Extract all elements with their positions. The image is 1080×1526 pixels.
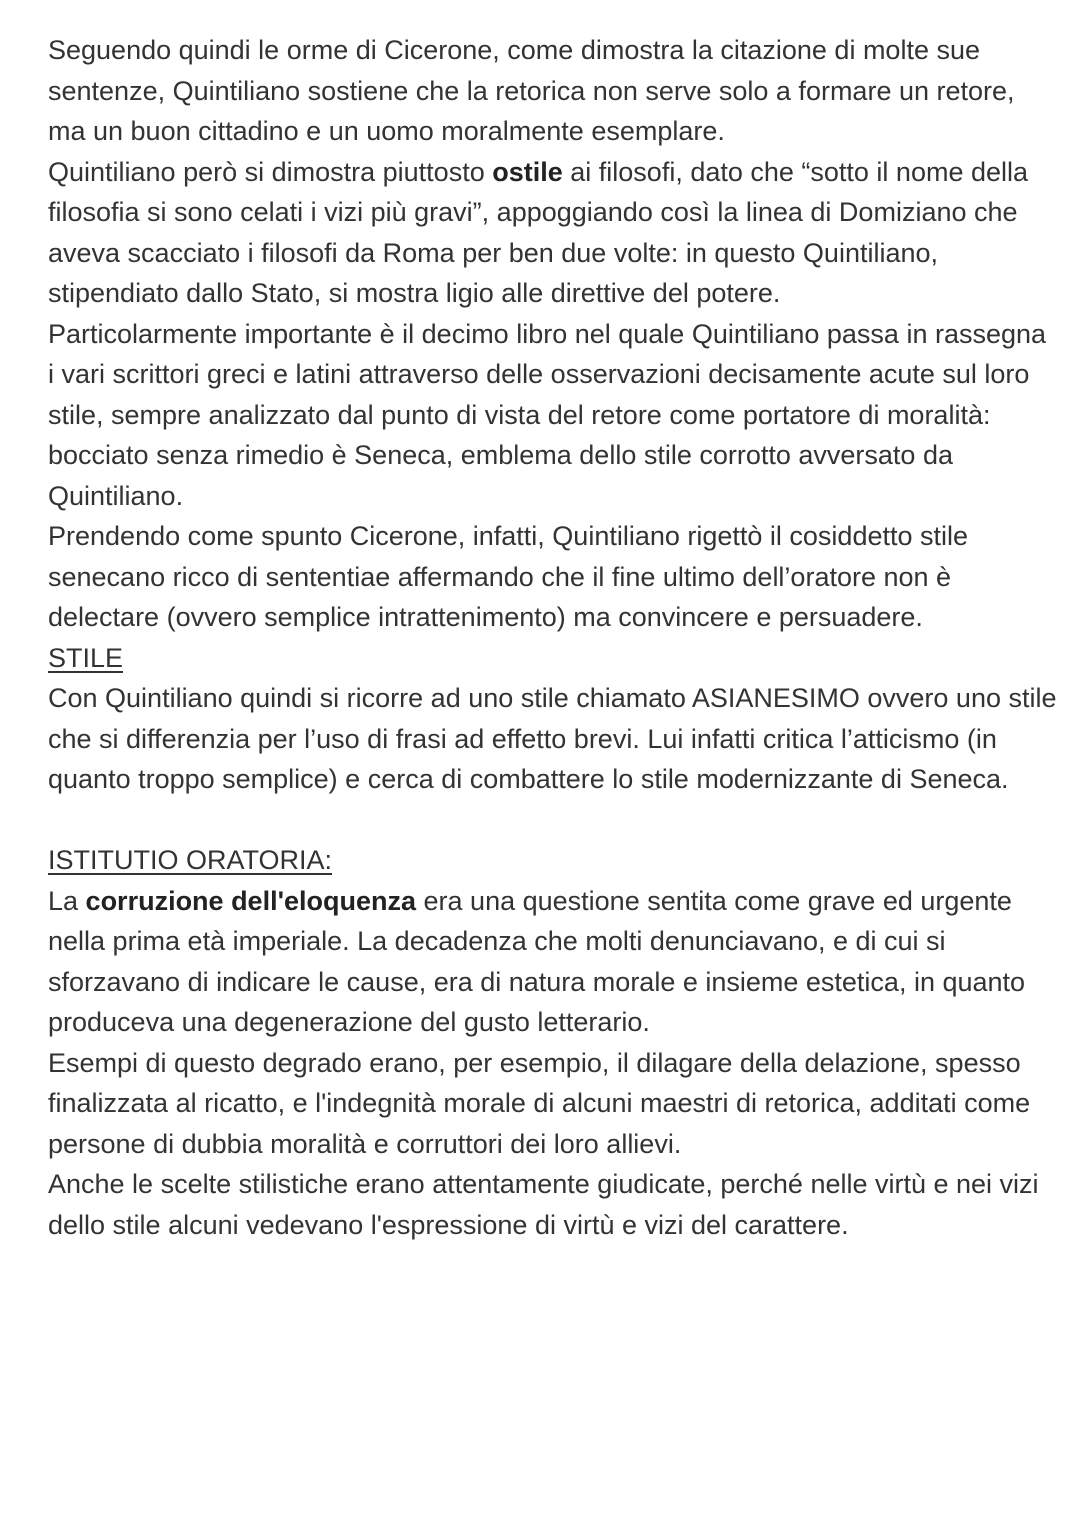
spacer — [48, 800, 1058, 841]
heading-istitutio-oratoria: ISTITUTIO ORATORIA: — [48, 845, 333, 875]
paragraph-asianesimo: Con Quintiliano quindi si ricorre ad uno stile chiamato ASIANESIMO ovvero uno stile che si differenzia per l’uso di frasi ad effetto brevi. Lui infatti critica l’atticismo (in quanto troppo semplice) e cerca di combattere lo stile modernizzante di Seneca. — [48, 683, 1057, 794]
paragraph-scelte-stilistiche: Anche le scelte stilistiche erano attentamente giudicate, perché nelle virtù e nei vizi dello stile alcuni vedevano l'espressione di virtù e vizi del carattere. — [48, 1169, 1039, 1240]
paragraph-filosofi-text-2: ai filosofi, dato che “sotto il nome della filosofia si sono celati i vizi più gravi”, appoggiando così la linea di Domiziano che aveva scacciato i filosofi da Roma per ben due volte: in questo Quintiliano, stipendiato dallo Stato, si mostra ligio alle direttive del potere. — [48, 156, 1029, 308]
paragraph-corruzione-text-2: era una questione sentita come grave ed urgente nella prima età imperiale. La decadenza che molti denunciavano, e di cui si sforzavano di indicare le cause, era di natura morale e insieme estetica, in quanto produceva una degenerazione del gusto letterario. — [48, 885, 1026, 1037]
heading-stile: STILE — [48, 642, 124, 673]
paragraph-filosofi-text-1: Quintiliano però si dimostra piuttosto — [48, 156, 493, 187]
paragraph-cicerone: Seguendo quindi le orme di Cicerone, come dimostra la citazione di molte sue sentenze, Quintiliano sostiene che la retorica non serve solo a formare un retore, ma un buon cittadino e un uomo moralmente esemplare. — [48, 35, 1015, 146]
paragraph-corruzione-text-1: La — [48, 885, 86, 916]
bold-ostile: ostile — [492, 156, 563, 187]
paragraph-decimo-libro: Particolarmente importante è il decimo libro nel quale Quintiliano passa in rassegna i vari scrittori greci e latini attraverso delle osservazioni decisamente acute sul loro stile, sempre analizzato dal punto di vista del retore come portatore di moralità: bocciato senza rimedio è Seneca, emblema dello stile corrotto avversato da Quintiliano. — [48, 318, 1047, 511]
paragraph-filosofi — [48, 152, 1058, 314]
bold-corruzione-eloquenza: corruzione dell'eloquenza — [85, 885, 417, 916]
paragraph-stile-senecano: Prendendo come spunto Cicerone, infatti, Quintiliano rigettò il cosiddetto stile senecano ricco di sententiae affermando che il fine ultimo dell’oratore non è delectare (ovvero semplice intrattenimento) ma convincere e persuadere. — [48, 521, 969, 632]
paragraph-degrado: Esempi di questo degrado erano, per esempio, il dilagare della delazione, spesso finalizzata al ricatto, e l'indegnità morale di alcuni maestri di retorica, additati come persone di dubbia moralità e corruttori dei loro allievi. — [48, 1047, 1031, 1159]
document-body — [48, 30, 1058, 1245]
paragraph-corruzione — [48, 881, 1058, 1043]
